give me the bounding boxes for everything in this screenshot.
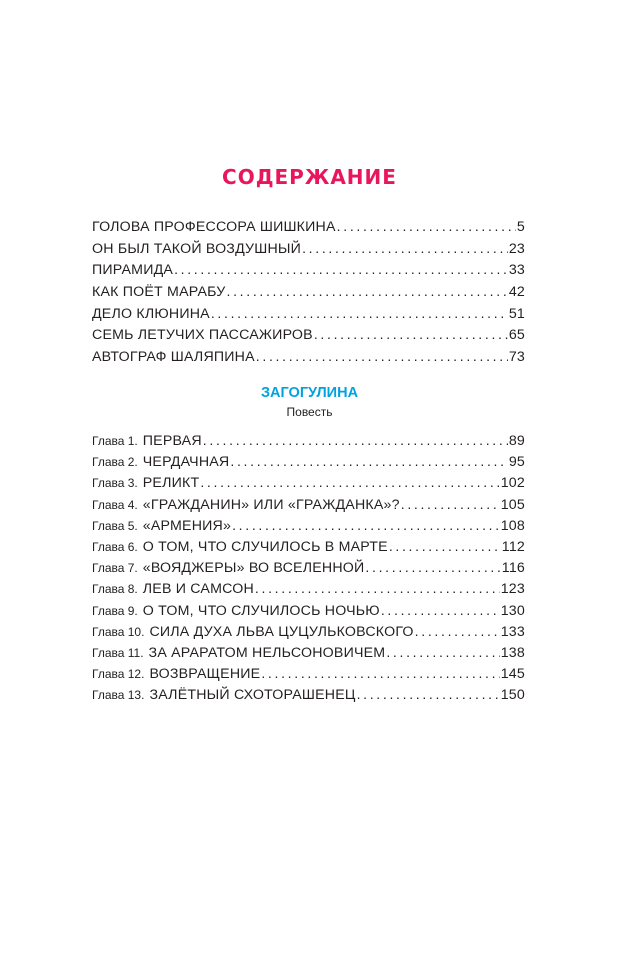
chapter-number: Глава 1.	[92, 434, 138, 448]
chapter-number: Глава 6.	[92, 539, 138, 554]
entry-title: ДЕЛО КЛЮНИНА	[92, 305, 210, 322]
chapters-list	[92, 430, 525, 705]
chapter-number: Глава 2.	[92, 455, 138, 470]
dot-leader	[381, 600, 500, 621]
chapter-page: 108	[500, 517, 525, 534]
chapter-entry	[92, 557, 525, 578]
chapter-title: ЧЕРДАЧНАЯ	[142, 454, 230, 471]
entry-page: 51	[508, 305, 525, 322]
entry-title: КАК ПОЁТ МАРАБУ	[92, 284, 226, 301]
chapter-entry	[92, 451, 525, 472]
chapter-entry	[92, 536, 525, 557]
entry-title: ОН БЫЛ ТАКОЙ ВОЗДУШНЫЙ	[92, 240, 302, 257]
chapter-entry	[92, 621, 525, 642]
chapter-page: 95	[508, 454, 525, 471]
chapter-title: О ТОМ, ЧТО СЛУЧИЛОСЬ НОЧЬЮ	[142, 602, 380, 619]
chapter-number: Глава 13.	[92, 688, 145, 703]
chapter-page: 116	[501, 560, 525, 577]
dot-leader	[386, 642, 499, 663]
chapter-entry	[92, 600, 525, 621]
chapter-number: Глава 8.	[92, 582, 138, 597]
dot-leader	[211, 303, 508, 325]
dot-leader	[203, 430, 508, 451]
chapter-page: 145	[500, 666, 525, 683]
chapter-entry	[92, 684, 525, 705]
chapter-page: 150	[500, 687, 525, 704]
dot-leader	[314, 324, 508, 346]
chapter-page: 133	[500, 623, 525, 640]
chapter-title: «ГРАЖДАНИН» ИЛИ «ГРАЖДАНКА»?	[142, 496, 400, 513]
chapter-title: СИЛА ДУХА ЛЬВА ЦУЦУЛЬКОВСКОГО	[149, 623, 414, 640]
toc-entry	[92, 238, 525, 260]
dot-leader	[174, 259, 508, 281]
dot-leader	[337, 216, 516, 238]
dot-leader	[415, 621, 500, 642]
toc-entry	[92, 216, 525, 238]
toc-entry	[92, 281, 525, 303]
chapter-title: ЗА АРАРАТОМ НЕЛЬСОНОВИЧЕМ	[148, 644, 386, 661]
chapter-page: 130	[500, 602, 525, 619]
chapter-page: 138	[500, 644, 525, 661]
dot-leader	[232, 515, 500, 536]
chapter-page: 105	[500, 496, 525, 513]
chapter-title: ПЕРВАЯ	[142, 433, 202, 449]
chapter-page: 123	[500, 581, 525, 598]
chapter-number: Глава 7.	[92, 561, 138, 576]
chapter-entry	[92, 578, 525, 599]
chapter-page: 112	[501, 538, 525, 555]
entry-title: АВТОГРАФ ШАЛЯПИНА	[92, 349, 255, 366]
dot-leader	[227, 281, 508, 303]
dot-leader	[230, 451, 507, 472]
dot-leader	[200, 472, 499, 493]
chapter-title: О ТОМ, ЧТО СЛУЧИЛОСЬ В МАРТЕ	[142, 538, 388, 555]
toc-entry	[92, 303, 525, 325]
toc-entry	[92, 324, 525, 346]
chapter-number: Глава 5.	[92, 518, 138, 533]
chapter-title: ЗАЛЁТНЫЙ СХОТОРАШЕНЕЦ	[149, 687, 356, 704]
chapter-page: 89	[508, 433, 525, 449]
toc-entry	[92, 259, 525, 281]
chapter-title: «ВОЯДЖЕРЫ» ВО ВСЕЛЕННОЙ	[142, 560, 365, 577]
page-title: СОДЕРЖАНИЕ	[222, 165, 397, 189]
dot-leader	[261, 663, 499, 684]
chapter-number: Глава 4.	[92, 497, 138, 512]
chapter-entry	[92, 430, 525, 451]
section-title: ЗАГОГУЛИНА	[260, 385, 359, 401]
entry-title: ГОЛОВА ПРОФЕССОРА ШИШКИНА	[92, 219, 336, 235]
chapter-number: Глава 9.	[92, 603, 138, 618]
chapter-number: Глава 3.	[92, 476, 138, 491]
entry-page: 5	[516, 219, 525, 235]
section-genre: Повесть	[286, 405, 333, 419]
chapter-title: ЛЕВ И САМСОН	[142, 581, 254, 598]
chapter-entry	[92, 642, 525, 663]
dot-leader	[389, 536, 501, 557]
entry-title: СЕМЬ ЛЕТУЧИХ ПАССАЖИРОВ	[92, 327, 313, 344]
chapter-title: РЕЛИКТ	[142, 475, 200, 492]
chapter-page: 102	[500, 475, 525, 492]
entry-page: 33	[508, 262, 525, 279]
entry-page: 73	[508, 349, 525, 366]
chapter-number: Глава 12.	[92, 667, 145, 682]
entry-title: ПИРАМИДА	[92, 262, 174, 279]
dot-leader	[302, 238, 508, 260]
chapter-title: ВОЗВРАЩЕНИЕ	[149, 666, 261, 683]
dot-leader	[255, 578, 500, 599]
chapter-number: Глава 11.	[92, 645, 144, 660]
chapter-entry	[92, 663, 525, 684]
chapter-entry	[92, 515, 525, 536]
toc-entry	[92, 346, 525, 368]
chapter-number: Глава 10.	[92, 624, 145, 639]
dot-leader	[401, 494, 500, 515]
entry-page: 23	[508, 240, 525, 257]
dot-leader	[357, 684, 500, 705]
chapter-entry	[92, 494, 525, 515]
dot-leader	[365, 557, 500, 578]
entry-page: 42	[508, 284, 525, 301]
entry-page: 65	[508, 327, 525, 344]
chapter-title: «АРМЕНИЯ»	[142, 517, 232, 534]
stories-list	[92, 216, 525, 368]
chapter-entry	[92, 472, 525, 493]
dot-leader	[256, 346, 508, 368]
